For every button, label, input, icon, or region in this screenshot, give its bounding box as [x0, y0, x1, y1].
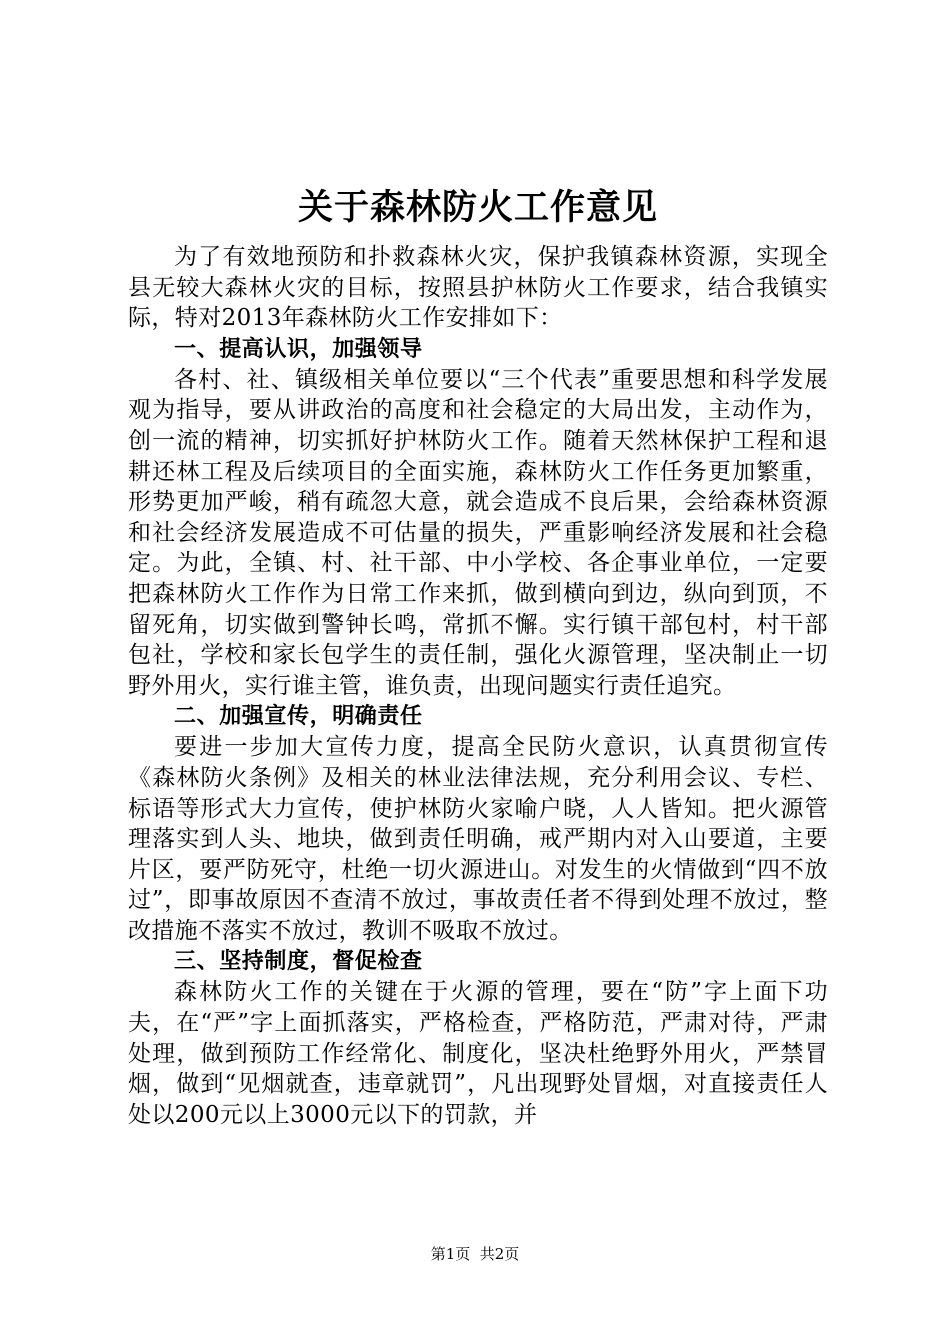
section-3-heading: 三、坚持制度，督促检查 — [174, 949, 423, 975]
section-2-body: 要进一步加大宣传力度，提高全民防火意识，认真贯彻宣传《森林防火条例》及相关的林业法律法规，充分利用会议、专栏、标语等形式大力宣传，使护林防火家喻户晓，人人皆知。把火源管理落实到人头、地块，做到责任明确，戒严期内对入山要道，主要片区，要严防死守，杜绝一切火源进山。对发生的火情做到“四不放过”，即事故原因不查清不放过，事故责任者不得到处理不放过，整改措施不落实不放过，教训不吸取不放过。 — [128, 734, 828, 944]
section-1-body: 各村、社、镇级相关单位要以“三个代表”重要思想和科学发展观为指导，要从讲政治的高度和社会稳定的大局出发，主动作为，创一流的精神，切实抓好护林防火工作。随着天然林保护工程和退耕还林工程及后续项目的全面实施，森林防火工作任务更加繁重，形势更加严峻，稍有疏忽大意，就会造成不良后果，会给森林资源和社会经济发展造成不可估量的损失，严重影响经济发展和社会稳定。为此，全镇、村、社干部、中小学校、各企事业单位，一定要把森林防火工作作为日常工作来抓，做到横向到边，纵向到顶，不留死角，切实做到警钟长鸣，常抓不懈。实行镇干部包村，村干部包社，学校和家长包学生的责任制，强化火源管理，坚决制止一切野外用火，实行谁主管，谁负责，出现问题实行责任追究。 — [128, 366, 828, 699]
document-title: 关于森林防火工作意见 — [297, 188, 658, 228]
section-2-heading: 二、加强宣传，明确责任 — [174, 704, 423, 730]
page-number: 第1页 共2页 — [430, 1245, 520, 1263]
intro-paragraph: 为了有效地预防和扑救森林火灾，保护我镇森林资源，实现全县无较大森林火灾的目标，按照县护林防火工作要求，结合我镇实际，特对2013年森林防火工作安排如下： — [128, 244, 828, 332]
document-body — [128, 182, 828, 1130]
section-3-body: 森林防火工作的关键在于火源的管理，要在“防”字上面下功夫，在“严”字上面抓落实，严格检查，严格防范，严肃对待，严肃处理，做到预防工作经常化、制度化，坚决杜绝野外用火，严禁冒烟，做到“见烟就查，违章就罚”，凡出现野处冒烟，对直接责任人处以200元以上3000元以下的罚款，并 — [128, 979, 828, 1128]
section-1-heading: 一、提高认识，加强领导 — [174, 336, 423, 362]
page-footer — [0, 1244, 950, 1264]
